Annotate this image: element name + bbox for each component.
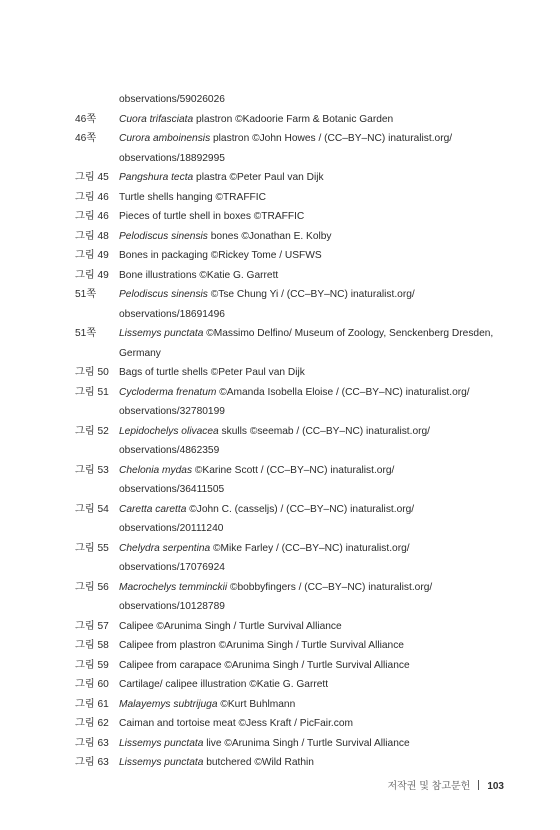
credit-segment: Calipee ©Arunima Singh / Turtle Survival Alliance bbox=[119, 620, 342, 632]
species-name: Malayemys subtrijuga bbox=[119, 698, 218, 710]
credit-text bbox=[119, 246, 515, 266]
credit-line bbox=[119, 285, 515, 305]
species-name: Lepidochelys olivacea bbox=[119, 425, 219, 437]
credit-text bbox=[119, 714, 515, 734]
credit-entry bbox=[75, 110, 515, 130]
credit-text bbox=[119, 266, 515, 286]
credit-text bbox=[119, 422, 515, 461]
credit-segment: ©Tse Chung Yi / (CC–BY–NC) inaturalist.org/ bbox=[207, 289, 415, 300]
credit-entry bbox=[75, 129, 515, 168]
credit-entry bbox=[75, 266, 515, 286]
credit-segment: plastra ©Peter Paul van Dijk bbox=[193, 172, 324, 183]
species-name: Chelydra serpentina bbox=[119, 542, 211, 554]
species-name: Pelodiscus sinensis bbox=[119, 230, 208, 242]
figure-label: 51쪽 bbox=[75, 328, 97, 339]
credit-segment: Bones in packaging ©Rickey Tome / USFWS bbox=[119, 250, 322, 261]
credit-segment: observations/10128789 bbox=[119, 601, 225, 612]
credit-line bbox=[119, 207, 515, 227]
credit-entry bbox=[75, 90, 515, 110]
credit-line bbox=[119, 383, 515, 403]
credit-segment: Calipee from plastron ©Arunima Singh / Turtle Survival Alliance bbox=[119, 640, 404, 651]
credit-text bbox=[119, 363, 515, 383]
credit-segment: skulls ©seemab / (CC–BY–NC) inaturalist.org/ bbox=[218, 425, 431, 437]
credit-line bbox=[119, 363, 515, 383]
credit-line bbox=[119, 402, 515, 422]
figure-label: 그림 63 bbox=[75, 757, 109, 768]
credit-entry bbox=[75, 461, 515, 500]
credit-segment: observations/32780199 bbox=[119, 406, 225, 417]
figure-label: 그림 52 bbox=[75, 425, 109, 437]
credit-line bbox=[119, 227, 515, 247]
credit-entry bbox=[75, 207, 515, 227]
credit-entry bbox=[75, 617, 515, 637]
figure-label: 그림 59 bbox=[75, 659, 109, 671]
credit-entry bbox=[75, 675, 515, 695]
species-name: Cuora trifasciata bbox=[119, 113, 194, 125]
credit-entry bbox=[75, 656, 515, 676]
species-name: Caretta caretta bbox=[119, 503, 187, 515]
credit-entry bbox=[75, 285, 515, 324]
credit-entry bbox=[75, 636, 515, 656]
credit-line bbox=[119, 441, 515, 461]
credit-segment: ©Amanda Isobella Eloise / (CC–BY–NC) inaturalist.org/ bbox=[216, 386, 470, 398]
figure-label: 그림 55 bbox=[75, 542, 109, 554]
footer-divider bbox=[478, 780, 479, 790]
credit-text bbox=[119, 461, 515, 500]
credit-line bbox=[119, 149, 515, 169]
species-name: Cycloderma frenatum bbox=[119, 386, 217, 398]
credit-line bbox=[119, 656, 515, 676]
credit-entry bbox=[75, 363, 515, 383]
page-number: 103 bbox=[487, 781, 504, 792]
credit-line bbox=[119, 558, 515, 578]
credit-segment: ©Massimo Delfino/ Museum of Zoology, Senckenberg Dresden, bbox=[203, 328, 494, 339]
page-footer bbox=[387, 777, 504, 792]
credit-line bbox=[119, 578, 515, 598]
species-name: Macrochelys temminckii bbox=[119, 581, 228, 593]
credit-segment: ©Karine Scott / (CC–BY–NC) inaturalist.org/ bbox=[192, 464, 395, 476]
credit-line bbox=[119, 617, 515, 637]
figure-label: 그림 46 bbox=[75, 211, 109, 222]
credit-text bbox=[119, 383, 515, 422]
credit-entry bbox=[75, 422, 515, 461]
credit-line bbox=[119, 461, 515, 481]
credit-line bbox=[119, 188, 515, 208]
credit-entry bbox=[75, 246, 515, 266]
credit-text bbox=[119, 285, 515, 324]
figure-label: 46쪽 bbox=[75, 133, 97, 144]
credit-text bbox=[119, 617, 515, 637]
species-name: Lissemys punctata bbox=[119, 328, 204, 339]
figure-label: 그림 60 bbox=[75, 679, 109, 690]
credits-list bbox=[75, 90, 515, 773]
figure-label: 그림 54 bbox=[75, 503, 109, 515]
figure-label: 그림 56 bbox=[75, 581, 109, 593]
credit-text bbox=[119, 695, 515, 715]
credit-line bbox=[119, 597, 515, 617]
figure-label: 그림 50 bbox=[75, 367, 109, 378]
credit-text bbox=[119, 168, 515, 188]
credit-line bbox=[119, 695, 515, 715]
figure-label: 그림 46 bbox=[75, 191, 109, 203]
species-name: Pelodiscus sinensis bbox=[119, 289, 208, 300]
credit-text bbox=[119, 675, 515, 695]
credit-line bbox=[119, 422, 515, 442]
credit-line bbox=[119, 734, 515, 754]
credit-entry bbox=[75, 714, 515, 734]
figure-label: 그림 61 bbox=[75, 698, 109, 710]
credit-entry bbox=[75, 753, 515, 773]
credit-line bbox=[119, 344, 515, 364]
credit-line bbox=[119, 324, 515, 344]
credit-text bbox=[119, 227, 515, 247]
credit-entry bbox=[75, 695, 515, 715]
species-name: Lissemys punctata bbox=[119, 737, 204, 749]
credit-text bbox=[119, 90, 515, 110]
credit-segment: Germany bbox=[119, 347, 161, 359]
credit-segment: observations/17076924 bbox=[119, 562, 225, 573]
figure-label: 그림 57 bbox=[75, 620, 109, 632]
credit-segment: Bone illustrations ©Katie G. Garrett bbox=[119, 269, 279, 281]
credit-line bbox=[119, 519, 515, 539]
credit-text bbox=[119, 129, 515, 168]
credit-segment: plastron ©John Howes / (CC–BY–NC) inaturalist.org/ bbox=[210, 133, 453, 144]
credit-entry bbox=[75, 324, 515, 363]
credit-line bbox=[119, 305, 515, 325]
credit-line bbox=[119, 539, 515, 559]
credit-segment: ©Kurt Buhlmann bbox=[217, 698, 296, 710]
credit-line bbox=[119, 246, 515, 266]
credit-text bbox=[119, 539, 515, 578]
credit-entry bbox=[75, 539, 515, 578]
credit-entry bbox=[75, 188, 515, 208]
credit-text bbox=[119, 207, 515, 227]
credit-text bbox=[119, 753, 515, 773]
credit-entry bbox=[75, 227, 515, 247]
credit-segment: plastron ©Kadoorie Farm & Botanic Garden bbox=[193, 113, 394, 125]
figure-label: 그림 49 bbox=[75, 269, 109, 281]
credit-segment: Caiman and tortoise meat ©Jess Kraft / PicFair.com bbox=[119, 718, 353, 729]
species-name: Lissemys punctata bbox=[119, 757, 204, 768]
credit-segment: Calipee from carapace ©Arunima Singh / Turtle Survival Alliance bbox=[119, 659, 410, 671]
credit-segment: butchered ©Wild Rathin bbox=[203, 757, 314, 768]
credit-text bbox=[119, 636, 515, 656]
credit-line bbox=[119, 129, 515, 149]
credit-segment: observations/59026026 bbox=[119, 94, 225, 105]
credit-segment: observations/18892995 bbox=[119, 152, 225, 164]
credit-segment: bones ©Jonathan E. Kolby bbox=[207, 230, 332, 242]
credit-entry bbox=[75, 500, 515, 539]
credit-entry bbox=[75, 168, 515, 188]
figure-label: 그림 58 bbox=[75, 640, 109, 651]
figure-label: 51쪽 bbox=[75, 289, 97, 300]
figure-label bbox=[75, 90, 119, 110]
credit-segment: observations/20111240 bbox=[119, 523, 224, 534]
figure-label: 그림 49 bbox=[75, 250, 109, 261]
credit-line bbox=[119, 636, 515, 656]
credit-segment: ©John C. (casseljs) / (CC–BY–NC) inaturalist.org/ bbox=[186, 503, 415, 515]
credit-segment: Turtle shells hanging ©TRAFFIC bbox=[119, 191, 266, 203]
credit-text bbox=[119, 324, 515, 363]
figure-label: 그림 53 bbox=[75, 464, 109, 476]
figure-label: 그림 48 bbox=[75, 230, 109, 242]
figure-label: 그림 45 bbox=[75, 172, 109, 183]
credit-entry bbox=[75, 734, 515, 754]
credit-line bbox=[119, 753, 515, 773]
credit-text bbox=[119, 578, 515, 617]
species-name: Chelonia mydas bbox=[119, 464, 193, 476]
species-name: Curora amboinensis bbox=[119, 133, 211, 144]
figure-label: 그림 63 bbox=[75, 737, 109, 749]
species-name: Pangshura tecta bbox=[119, 172, 194, 183]
credit-segment: observations/4862359 bbox=[119, 445, 220, 456]
credit-text bbox=[119, 656, 515, 676]
credit-line bbox=[119, 500, 515, 520]
credit-text bbox=[119, 500, 515, 539]
credit-line bbox=[119, 90, 515, 110]
credit-line bbox=[119, 110, 515, 130]
credit-line bbox=[119, 714, 515, 734]
credit-text bbox=[119, 188, 515, 208]
credit-line bbox=[119, 675, 515, 695]
credit-segment: observations/36411505 bbox=[119, 484, 225, 495]
credit-segment: observations/18691496 bbox=[119, 308, 225, 320]
figure-label: 그림 51 bbox=[75, 386, 109, 398]
credit-entry bbox=[75, 578, 515, 617]
credit-segment: ©bobbyfingers / (CC–BY–NC) inaturalist.org/ bbox=[227, 581, 433, 593]
credit-entry bbox=[75, 383, 515, 422]
credit-segment: Pieces of turtle shell in boxes ©TRAFFIC bbox=[119, 211, 305, 222]
credit-segment: live ©Arunima Singh / Turtle Survival Alliance bbox=[203, 737, 410, 749]
credit-line bbox=[119, 266, 515, 286]
credit-segment: Bags of turtle shells ©Peter Paul van Dijk bbox=[119, 367, 305, 378]
credit-line bbox=[119, 168, 515, 188]
figure-label: 그림 62 bbox=[75, 718, 109, 729]
footer-section-title: 저작권 및 참고문헌 bbox=[387, 781, 471, 792]
credit-segment: Cartilage/ calipee illustration ©Katie G. Garrett bbox=[119, 679, 329, 690]
credit-text bbox=[119, 734, 515, 754]
credit-text bbox=[119, 110, 515, 130]
credit-line bbox=[119, 480, 515, 500]
credit-segment: ©Mike Farley / (CC–BY–NC) inaturalist.org/ bbox=[210, 542, 410, 554]
figure-label: 46쪽 bbox=[75, 113, 97, 125]
